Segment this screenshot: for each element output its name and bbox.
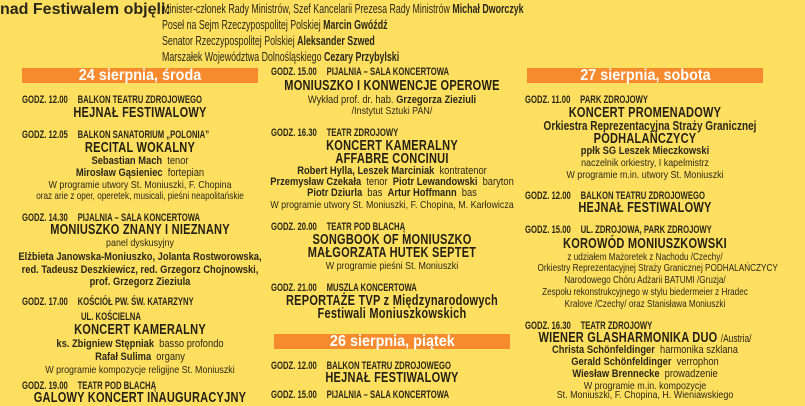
event-note: z udziałem Mażoretek z Nachodu /Czechy/ bbox=[567, 251, 723, 263]
event-title: RECITAL WOKALNY bbox=[84, 140, 196, 156]
day-banner: 26 sierpnia, piątek bbox=[274, 334, 510, 349]
day-banner: 24 sierpnia, środa bbox=[22, 68, 258, 83]
event-title: HEJNAŁ FESTIWALOWY bbox=[578, 200, 712, 216]
performer: Mirosław Gąsieniec fortepian bbox=[75, 167, 205, 179]
event-time-venue: GODZ. 12.05 BALKON SANATORIUM „POLONIA” bbox=[22, 129, 210, 141]
event-title: REPORTAŻE TVP z Międzynarodowych bbox=[285, 293, 499, 309]
event-title: MAŁGORZATA HUTEK SEPTET bbox=[307, 245, 477, 261]
event-time-venue: GODZ. 21.00 MUSZLA KONCERTOWA bbox=[271, 282, 417, 294]
event-time-venue: GODZ. 12.00 BALKON TEATRU ZDROJOWEGO bbox=[22, 94, 202, 106]
event-venue-street: UL. KOŚCIELNA bbox=[81, 311, 141, 323]
event-time-venue: GODZ. 14.30 PIJALNIA – SALA KONCERTOWA bbox=[22, 212, 201, 224]
event-note: Orkiestry Reprezentacyjnej Straży Granicznej PODHALAŃCZYCY bbox=[537, 262, 778, 274]
day-banner: 27 sierpnia, sobota bbox=[527, 68, 763, 83]
performer: Christa Schönfeldinger harmonika szklana bbox=[552, 344, 738, 356]
event-subtitle: panel dyskusyjny bbox=[106, 237, 174, 249]
day-column-24 bbox=[18, 0, 262, 406]
lecture-info: Wykład prof. dr. hab. Grzegorza Zieziuli bbox=[307, 94, 477, 106]
performer: Wiesław Brennecke prowadzenie bbox=[572, 368, 718, 380]
event-time-venue: GODZ. 19.00 TEATR POD BLACHĄ bbox=[22, 380, 157, 392]
patron: Senator Rzeczypospolitej Polskiej Aleksander Szwed bbox=[162, 33, 375, 48]
event-time-venue: GODZ. 12.00 BALKON TEATRU ZDROJOWEGO bbox=[525, 190, 705, 202]
event-time-venue: GODZ. 12.00 BALKON TEATRU ZDROJOWEGO bbox=[271, 360, 451, 372]
event-note: Kralove /Czechy/ oraz Stanisława Moniuszki bbox=[564, 298, 726, 310]
event-time-venue: GODZ. 16.30 TEATR ZDROJOWY bbox=[525, 320, 653, 332]
event-note: Zespołu rekonstrukcyjnego w stylu biedermeier z Hradec bbox=[542, 286, 748, 298]
event-note: St. Moniuszki, F. Chopina, H. Wieniawskiego bbox=[556, 389, 734, 401]
patron: Marszałek Województwa Dolnośląskiego Cezary Przybylski bbox=[162, 49, 400, 64]
performer: Rafał Sulima organy bbox=[95, 351, 185, 363]
event-title: KONCERT PROMENADOWY bbox=[568, 105, 722, 121]
performer: Przemysław Czekała tenor Piotr Lewandowski baryton bbox=[270, 176, 514, 188]
ensemble: Orkiestra Reprezentacyjna Straży Granicznej bbox=[543, 119, 757, 133]
event-time-venue: GODZ. 16.30 TEATR ZDROJOWY bbox=[271, 127, 399, 139]
event-note: W programie m.in. utwory St. Moniuszki bbox=[566, 169, 724, 181]
event-time-venue: GODZ. 20.00 TEATR POD BLACHĄ bbox=[271, 221, 406, 233]
day-column-27 bbox=[525, 0, 778, 402]
event-time-venue: GODZ. 15.00 PIJALNIA – SALA KONCERTOWA bbox=[271, 389, 450, 401]
event-title: SONGBOOK OF MONIUSZKO bbox=[312, 232, 472, 248]
event-title: WIENER GLASHARMONIKA DUO /Austria/ bbox=[538, 330, 752, 346]
event-time-venue: GODZ. 15.00 UL. ZDROJOWA, PARK ZDROJOWY bbox=[525, 224, 712, 236]
event-time-venue: GODZ. 15.00 PIJALNIA – SALA KONCERTOWA bbox=[271, 66, 450, 78]
conductor-role: naczelnik orkiestry, I kapelmistrz bbox=[581, 157, 709, 169]
event-title: HEJNAŁ FESTIWALOWY bbox=[325, 370, 459, 386]
event-note: oraz arie z oper, operetek, musicali, pieśni neapolitańskie bbox=[36, 190, 244, 202]
event-title: KOROWÓD MONIUSZKOWSKI bbox=[563, 236, 727, 252]
event-title: MONIUSZKO ZNANY I NIEZNANY bbox=[50, 222, 230, 238]
event-time-venue: GODZ. 17.00 KOŚCIÓŁ PW. ŚW. KATARZYNY bbox=[22, 296, 194, 308]
event-note: W programie m.in. kompozycje bbox=[583, 380, 707, 392]
event-title: KONCERT KAMERALNY bbox=[74, 322, 206, 338]
event-note: W programie utwory St. Moniuszki, F. Chopina bbox=[48, 179, 232, 191]
performer: Gerald Schönfeldinger verrophon bbox=[571, 356, 719, 368]
patron: Poseł na Sejm Rzeczypospolitej Polskiej Marcin Gwóźdź bbox=[162, 17, 388, 32]
performer: Piotr Dziurla bas Artur Hoffmann bas bbox=[307, 187, 477, 199]
patron: Minister-członek Rady Ministrów, Szef Kancelarii Prezesa Rady Ministrów Michał Dworczyk bbox=[162, 1, 524, 16]
event-note: Narodowego Chóru Adżarii BATUMI /Gruzja/ bbox=[564, 274, 726, 286]
event-title: AFFABRE CONCINUI bbox=[335, 151, 449, 167]
day-column-25 bbox=[270, 0, 514, 402]
participants: red. Tadeusz Deszkiewicz, red. Grzegorz Chojnowski, bbox=[21, 264, 259, 276]
event-note: W programie kompozycje religijne St. Moniuszki bbox=[45, 364, 235, 376]
event-title: MONIUSZKO I KONWENCJE OPEROWE bbox=[284, 78, 500, 94]
performer: Sebastian Mach tenor bbox=[91, 155, 189, 167]
patronage-heading: nad Festiwalem objęli: bbox=[0, 1, 171, 18]
event-title: HEJNAŁ FESTIWALOWY bbox=[73, 105, 207, 121]
participants: prof. Grzegorz Zieziula bbox=[89, 276, 191, 288]
participants: Elżbieta Janowska-Moniuszko, Jolanta Rostworowska, bbox=[18, 251, 262, 263]
event-note: W programie utwory St. Moniuszki, F. Chopina, M. Karłowicza bbox=[270, 199, 514, 211]
event-title: GALOWY KONCERT INAUGURACYJNY bbox=[33, 390, 247, 406]
event-title: KONCERT KAMERALNY bbox=[326, 138, 458, 154]
event-title: Festiwali Moniuszkowskich bbox=[317, 306, 467, 322]
performer: ks. Zbigniew Stępniak basso profondo bbox=[56, 338, 224, 350]
ensemble: PODHALAŃCZYCY bbox=[593, 131, 697, 147]
institute: /Instytut Sztuki PAN/ bbox=[351, 105, 433, 117]
conductor: ppłk SG Leszek Mieczkowski bbox=[580, 145, 710, 157]
performer: Robert Hylla, Leszek Marciniak kontratenor bbox=[297, 165, 487, 177]
event-note: W programie pieśni St. Moniuszki bbox=[325, 260, 459, 272]
event-time-venue: GODZ. 11.00 PARK ZDROJOWY bbox=[525, 94, 649, 106]
